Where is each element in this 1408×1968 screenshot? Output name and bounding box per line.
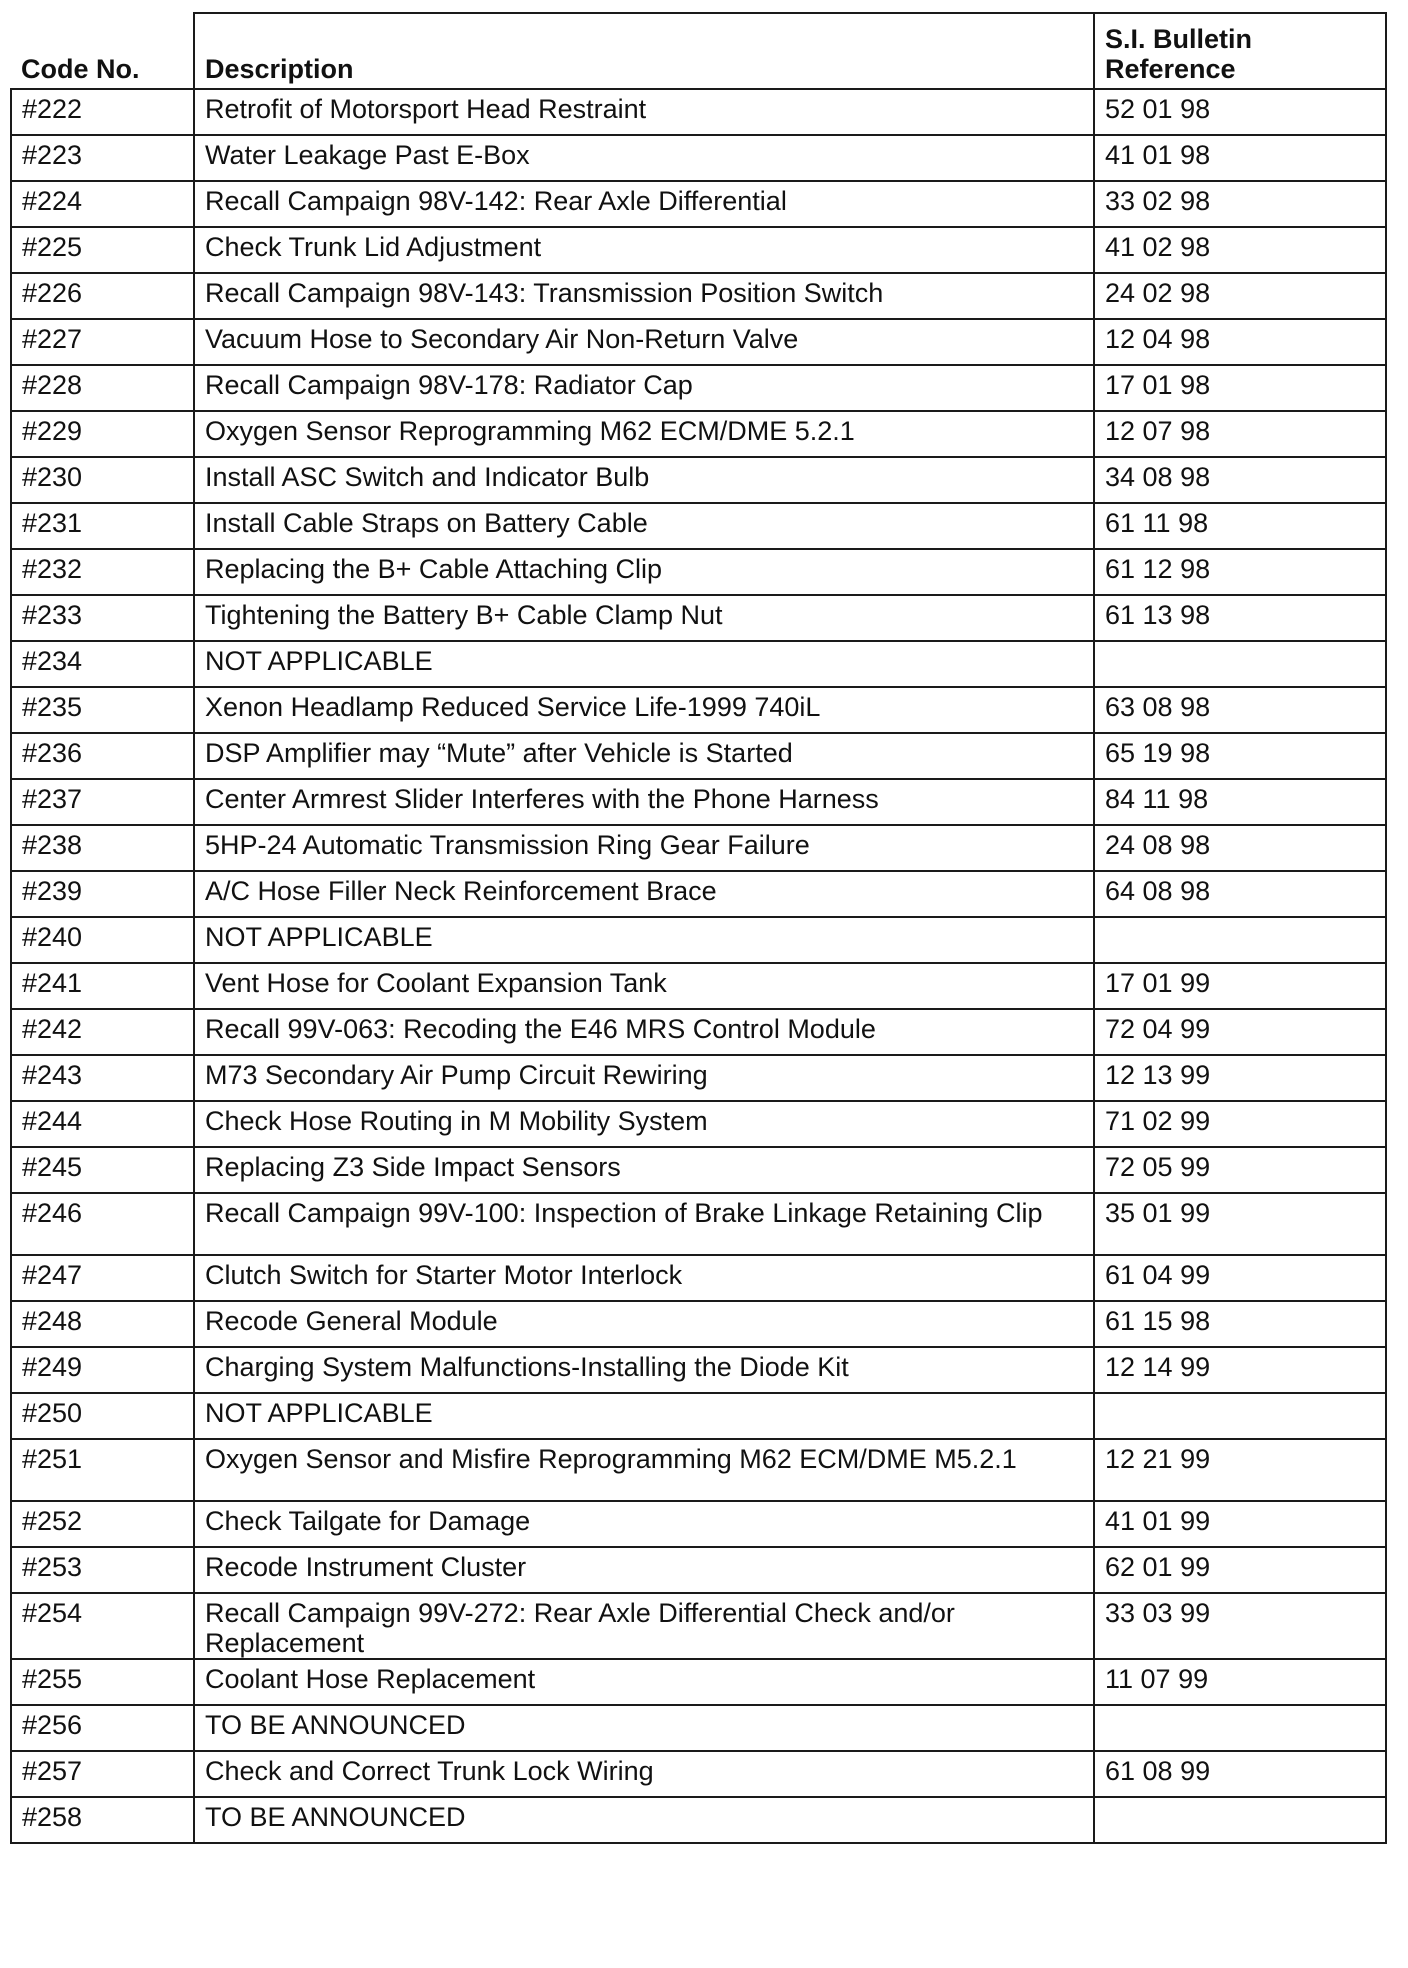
table-row bbox=[11, 1547, 1386, 1593]
table-row bbox=[11, 687, 1386, 733]
table-row bbox=[11, 1147, 1386, 1193]
reference-cell bbox=[1094, 1393, 1386, 1439]
reference-cell: 12 07 98 bbox=[1094, 411, 1386, 457]
code-cell: #223 bbox=[11, 135, 194, 181]
reference-cell: 61 13 98 bbox=[1094, 595, 1386, 641]
code-cell: #236 bbox=[11, 733, 194, 779]
reference-cell: 12 14 99 bbox=[1094, 1347, 1386, 1393]
code-cell: #253 bbox=[11, 1547, 194, 1593]
description-cell: Xenon Headlamp Reduced Service Life-1999 740iL bbox=[194, 687, 1094, 733]
reference-cell: 12 13 99 bbox=[1094, 1055, 1386, 1101]
table-row bbox=[11, 549, 1386, 595]
reference-cell: 63 08 98 bbox=[1094, 687, 1386, 733]
description-cell: Vacuum Hose to Secondary Air Non-Return Valve bbox=[194, 319, 1094, 365]
reference-cell: 52 01 98 bbox=[1094, 89, 1386, 135]
table-row bbox=[11, 457, 1386, 503]
table-row bbox=[11, 1501, 1386, 1547]
table-row bbox=[11, 963, 1386, 1009]
table-row bbox=[11, 1301, 1386, 1347]
reference-cell: 24 02 98 bbox=[1094, 273, 1386, 319]
description-cell: Center Armrest Slider Interferes with the Phone Harness bbox=[194, 779, 1094, 825]
reference-cell: 11 07 99 bbox=[1094, 1659, 1386, 1705]
code-cell: #244 bbox=[11, 1101, 194, 1147]
reference-cell: 33 02 98 bbox=[1094, 181, 1386, 227]
table-row bbox=[11, 89, 1386, 135]
table-row bbox=[11, 319, 1386, 365]
reference-cell: 41 01 99 bbox=[1094, 1501, 1386, 1547]
code-cell: #242 bbox=[11, 1009, 194, 1055]
description-cell: Install Cable Straps on Battery Cable bbox=[194, 503, 1094, 549]
reference-cell: 62 01 99 bbox=[1094, 1547, 1386, 1593]
description-cell: Oxygen Sensor Reprogramming M62 ECM/DME 5.2.1 bbox=[194, 411, 1094, 457]
description-cell: Recall Campaign 98V-142: Rear Axle Differential bbox=[194, 181, 1094, 227]
code-cell: #240 bbox=[11, 917, 194, 963]
description-cell: Vent Hose for Coolant Expansion Tank bbox=[194, 963, 1094, 1009]
reference-cell: 33 03 99 bbox=[1094, 1593, 1386, 1659]
table-row bbox=[11, 411, 1386, 457]
table-row bbox=[11, 503, 1386, 549]
reference-cell: 71 02 99 bbox=[1094, 1101, 1386, 1147]
code-cell: #233 bbox=[11, 595, 194, 641]
description-cell: 5HP-24 Automatic Transmission Ring Gear Failure bbox=[194, 825, 1094, 871]
code-cell: #222 bbox=[11, 89, 194, 135]
description-cell: TO BE ANNOUNCED bbox=[194, 1797, 1094, 1843]
description-cell: Recall 99V-063: Recoding the E46 MRS Control Module bbox=[194, 1009, 1094, 1055]
table-row bbox=[11, 1347, 1386, 1393]
code-cell: #256 bbox=[11, 1705, 194, 1751]
code-cell: #229 bbox=[11, 411, 194, 457]
code-cell: #258 bbox=[11, 1797, 194, 1843]
reference-cell: 41 02 98 bbox=[1094, 227, 1386, 273]
reference-cell: 61 11 98 bbox=[1094, 503, 1386, 549]
description-cell: Recode Instrument Cluster bbox=[194, 1547, 1094, 1593]
description-cell: Replacing Z3 Side Impact Sensors bbox=[194, 1147, 1094, 1193]
table-row bbox=[11, 135, 1386, 181]
reference-cell bbox=[1094, 641, 1386, 687]
table-row bbox=[11, 733, 1386, 779]
table-row bbox=[11, 273, 1386, 319]
reference-cell: 24 08 98 bbox=[1094, 825, 1386, 871]
code-cell: #245 bbox=[11, 1147, 194, 1193]
table-row bbox=[11, 1659, 1386, 1705]
code-cell: #232 bbox=[11, 549, 194, 595]
code-cell: #238 bbox=[11, 825, 194, 871]
reference-cell bbox=[1094, 1797, 1386, 1843]
header-row bbox=[11, 13, 1386, 89]
description-cell: Tightening the Battery B+ Cable Clamp Nut bbox=[194, 595, 1094, 641]
code-cell: #252 bbox=[11, 1501, 194, 1547]
description-cell: Coolant Hose Replacement bbox=[194, 1659, 1094, 1705]
table-row bbox=[11, 365, 1386, 411]
code-cell: #257 bbox=[11, 1751, 194, 1797]
description-cell: Check Tailgate for Damage bbox=[194, 1501, 1094, 1547]
description-cell: Clutch Switch for Starter Motor Interlock bbox=[194, 1255, 1094, 1301]
reference-cell: 61 12 98 bbox=[1094, 549, 1386, 595]
code-cell: #243 bbox=[11, 1055, 194, 1101]
description-cell: Oxygen Sensor and Misfire Reprogramming M62 ECM/DME M5.2.1 bbox=[194, 1439, 1094, 1501]
reference-cell: 65 19 98 bbox=[1094, 733, 1386, 779]
code-cell: #234 bbox=[11, 641, 194, 687]
table-row bbox=[11, 871, 1386, 917]
table-header bbox=[11, 13, 1386, 89]
reference-cell: 61 15 98 bbox=[1094, 1301, 1386, 1347]
reference-cell: 17 01 98 bbox=[1094, 365, 1386, 411]
code-cell: #250 bbox=[11, 1393, 194, 1439]
description-cell: NOT APPLICABLE bbox=[194, 917, 1094, 963]
code-cell: #226 bbox=[11, 273, 194, 319]
table-row bbox=[11, 181, 1386, 227]
description-cell: Recode General Module bbox=[194, 1301, 1094, 1347]
reference-cell: 17 01 99 bbox=[1094, 963, 1386, 1009]
table-row bbox=[11, 1705, 1386, 1751]
table-row bbox=[11, 779, 1386, 825]
reference-cell: 41 01 98 bbox=[1094, 135, 1386, 181]
code-cell: #247 bbox=[11, 1255, 194, 1301]
description-column-header: Description bbox=[194, 13, 1094, 89]
description-cell: Recall Campaign 99V-100: Inspection of Brake Linkage Retaining Clip bbox=[194, 1193, 1094, 1255]
description-cell: A/C Hose Filler Neck Reinforcement Brace bbox=[194, 871, 1094, 917]
reference-cell: 12 21 99 bbox=[1094, 1439, 1386, 1501]
description-cell: Check and Correct Trunk Lock Wiring bbox=[194, 1751, 1094, 1797]
reference-cell: 72 04 99 bbox=[1094, 1009, 1386, 1055]
reference-column-header: S.I. Bulletin Reference bbox=[1094, 13, 1386, 89]
description-cell: M73 Secondary Air Pump Circuit Rewiring bbox=[194, 1055, 1094, 1101]
code-cell: #255 bbox=[11, 1659, 194, 1705]
description-cell: Recall Campaign 98V-143: Transmission Position Switch bbox=[194, 273, 1094, 319]
reference-cell: 35 01 99 bbox=[1094, 1193, 1386, 1255]
description-cell: TO BE ANNOUNCED bbox=[194, 1705, 1094, 1751]
description-cell: NOT APPLICABLE bbox=[194, 641, 1094, 687]
code-cell: #239 bbox=[11, 871, 194, 917]
table-row bbox=[11, 825, 1386, 871]
table-row bbox=[11, 917, 1386, 963]
code-cell: #227 bbox=[11, 319, 194, 365]
table-row bbox=[11, 1751, 1386, 1797]
reference-cell: 12 04 98 bbox=[1094, 319, 1386, 365]
reference-cell: 72 05 99 bbox=[1094, 1147, 1386, 1193]
table-row bbox=[11, 227, 1386, 273]
code-cell: #235 bbox=[11, 687, 194, 733]
description-cell: Charging System Malfunctions-Installing the Diode Kit bbox=[194, 1347, 1094, 1393]
description-cell: Check Hose Routing in M Mobility System bbox=[194, 1101, 1094, 1147]
reference-cell: 84 11 98 bbox=[1094, 779, 1386, 825]
reference-cell bbox=[1094, 917, 1386, 963]
description-cell: Recall Campaign 99V-272: Rear Axle Differential Check and/or Replacement bbox=[194, 1593, 1094, 1659]
description-cell: Water Leakage Past E-Box bbox=[194, 135, 1094, 181]
code-cell: #225 bbox=[11, 227, 194, 273]
table-row bbox=[11, 1393, 1386, 1439]
code-cell: #251 bbox=[11, 1439, 194, 1501]
description-cell: Replacing the B+ Cable Attaching Clip bbox=[194, 549, 1094, 595]
code-column-header: Code No. bbox=[11, 13, 194, 89]
description-cell: Install ASC Switch and Indicator Bulb bbox=[194, 457, 1094, 503]
description-cell: DSP Amplifier may “Mute” after Vehicle is Started bbox=[194, 733, 1094, 779]
table-row bbox=[11, 1055, 1386, 1101]
code-cell: #241 bbox=[11, 963, 194, 1009]
reference-cell: 64 08 98 bbox=[1094, 871, 1386, 917]
description-cell: Retrofit of Motorsport Head Restraint bbox=[194, 89, 1094, 135]
reference-cell bbox=[1094, 1705, 1386, 1751]
code-cell: #228 bbox=[11, 365, 194, 411]
code-cell: #254 bbox=[11, 1593, 194, 1659]
table-row bbox=[11, 1193, 1386, 1255]
code-cell: #224 bbox=[11, 181, 194, 227]
description-cell: Recall Campaign 98V-178: Radiator Cap bbox=[194, 365, 1094, 411]
code-cell: #249 bbox=[11, 1347, 194, 1393]
table-row bbox=[11, 1101, 1386, 1147]
service-bulletin-document bbox=[10, 12, 1385, 1844]
bulletin-table bbox=[10, 12, 1387, 1844]
table-row bbox=[11, 1797, 1386, 1843]
code-cell: #231 bbox=[11, 503, 194, 549]
table-row bbox=[11, 641, 1386, 687]
table-body bbox=[11, 89, 1386, 1843]
code-cell: #230 bbox=[11, 457, 194, 503]
table-row bbox=[11, 1439, 1386, 1501]
code-cell: #237 bbox=[11, 779, 194, 825]
description-cell: NOT APPLICABLE bbox=[194, 1393, 1094, 1439]
reference-cell: 61 08 99 bbox=[1094, 1751, 1386, 1797]
table-row bbox=[11, 1593, 1386, 1659]
code-cell: #248 bbox=[11, 1301, 194, 1347]
table-row bbox=[11, 595, 1386, 641]
description-cell: Check Trunk Lid Adjustment bbox=[194, 227, 1094, 273]
reference-cell: 34 08 98 bbox=[1094, 457, 1386, 503]
reference-cell: 61 04 99 bbox=[1094, 1255, 1386, 1301]
code-cell: #246 bbox=[11, 1193, 194, 1255]
table-row bbox=[11, 1009, 1386, 1055]
table-row bbox=[11, 1255, 1386, 1301]
